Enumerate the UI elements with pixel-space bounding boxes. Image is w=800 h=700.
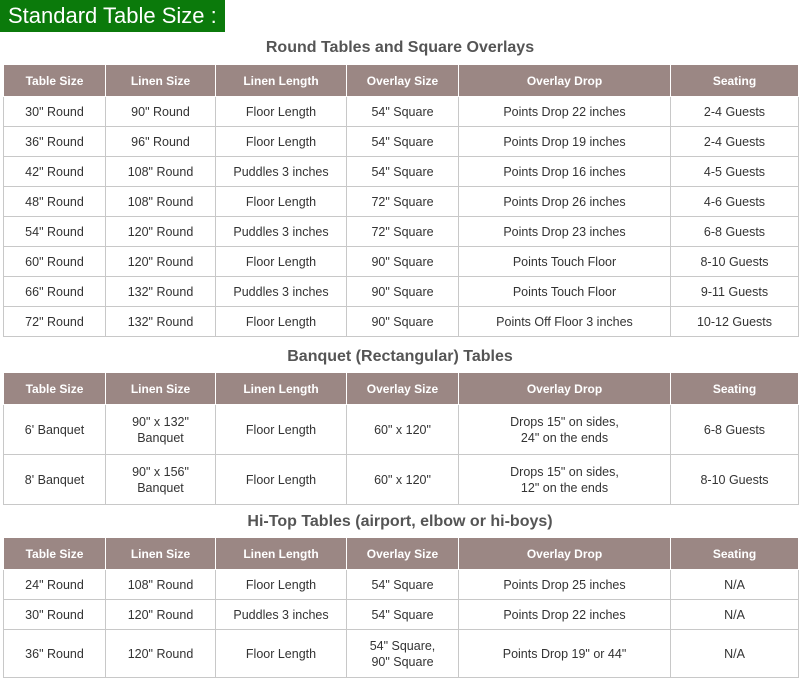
- table-header-row: [4, 65, 799, 97]
- cell-line: 36" Round: [25, 646, 84, 661]
- table-cell: 72" Square: [347, 217, 459, 247]
- table-cell: 54" Square: [347, 97, 459, 127]
- table-header-row: [4, 538, 799, 570]
- table-row: [4, 187, 799, 217]
- table-cell: [671, 630, 799, 678]
- column-header: Table Size: [4, 65, 106, 97]
- cell-line: 90" Square: [371, 654, 434, 669]
- table-cell: [459, 455, 671, 505]
- table-cell: [4, 600, 106, 630]
- table-row: [4, 600, 799, 630]
- table-cell: [347, 600, 459, 630]
- column-header: Seating: [671, 65, 799, 97]
- cell-line: 120" Round: [127, 607, 194, 622]
- table-cell: [459, 405, 671, 455]
- column-header: Overlay Size: [347, 65, 459, 97]
- table-cell: 54" Square: [347, 127, 459, 157]
- cell-line: 54" Square: [371, 577, 434, 592]
- table-cell: [459, 570, 671, 600]
- table-cell: 8-10 Guests: [671, 247, 799, 277]
- table-cell: 72" Round: [4, 307, 106, 337]
- cell-line: 54" Square,: [369, 638, 436, 653]
- cell-line: 108" Round: [127, 577, 194, 592]
- table-row: [4, 127, 799, 157]
- column-header: Linen Size: [106, 538, 216, 570]
- table-cell: Points Touch Floor: [459, 247, 671, 277]
- column-header: Overlay Size: [347, 373, 459, 405]
- cell-line: 60" x 120": [374, 472, 431, 487]
- table-row: [4, 455, 799, 505]
- cell-line: Banquet: [137, 430, 184, 445]
- table-cell: 10-12 Guests: [671, 307, 799, 337]
- table-cell: 120" Round: [106, 247, 216, 277]
- table-cell: 72" Square: [347, 187, 459, 217]
- cell-line: Points Drop 22 inches: [503, 607, 626, 622]
- cell-line: Drops 15" on sides,: [510, 464, 619, 479]
- table-cell: 90" Round: [106, 97, 216, 127]
- table-cell: 54" Square: [347, 157, 459, 187]
- cell-line: 24" Round: [25, 577, 84, 592]
- table-cell: [4, 405, 106, 455]
- table-cell: Floor Length: [216, 97, 347, 127]
- cell-line: 24" on the ends: [520, 430, 609, 445]
- table-cell: [216, 570, 347, 600]
- cell-line: Points Drop 19" or 44": [502, 646, 627, 661]
- table-cell: Points Drop 22 inches: [459, 97, 671, 127]
- table-cell: [216, 455, 347, 505]
- table-cell: 60" Round: [4, 247, 106, 277]
- table-cell: 9-11 Guests: [671, 277, 799, 307]
- table-row: [4, 277, 799, 307]
- table-cell: Points Off Floor 3 inches: [459, 307, 671, 337]
- banquet-tables-table: [3, 372, 799, 505]
- column-header: Linen Length: [216, 538, 347, 570]
- table-cell: Points Drop 16 inches: [459, 157, 671, 187]
- column-header: Seating: [671, 373, 799, 405]
- table-cell: [216, 405, 347, 455]
- table-cell: Floor Length: [216, 187, 347, 217]
- table-row: [4, 247, 799, 277]
- table-cell: [459, 600, 671, 630]
- cell-line: Points Drop 25 inches: [503, 577, 626, 592]
- cell-line: 30" Round: [25, 607, 84, 622]
- table-cell: 90" Square: [347, 307, 459, 337]
- table-cell: [216, 630, 347, 678]
- table-cell: [347, 455, 459, 505]
- table-cell: [106, 455, 216, 505]
- cell-line: 8' Banquet: [24, 472, 85, 487]
- section-title-round: Round Tables and Square Overlays: [265, 39, 535, 56]
- table-cell: Points Drop 26 inches: [459, 187, 671, 217]
- round-tables-table: [3, 64, 799, 337]
- table-row: [4, 570, 799, 600]
- table-cell: 132" Round: [106, 277, 216, 307]
- cell-line: N/A: [724, 607, 745, 622]
- cell-line: Floor Length: [245, 472, 317, 487]
- cell-line: 90" x 156": [132, 464, 189, 479]
- table-cell: [671, 570, 799, 600]
- table-row: [4, 405, 799, 455]
- column-header: Seating: [671, 538, 799, 570]
- cell-line: 6-8 Guests: [703, 422, 766, 437]
- cell-line: Floor Length: [245, 422, 317, 437]
- table-cell: 2-4 Guests: [671, 97, 799, 127]
- table-row: [4, 97, 799, 127]
- cell-line: 8-10 Guests: [700, 472, 769, 487]
- table-row: [4, 157, 799, 187]
- table-cell: Puddles 3 inches: [216, 217, 347, 247]
- table-cell: Points Drop 23 inches: [459, 217, 671, 247]
- table-cell: 42" Round: [4, 157, 106, 187]
- table-cell: 132" Round: [106, 307, 216, 337]
- table-cell: [347, 405, 459, 455]
- cell-line: 90" x 132": [132, 414, 189, 429]
- table-cell: [4, 455, 106, 505]
- table-cell: Points Touch Floor: [459, 277, 671, 307]
- table-cell: [216, 600, 347, 630]
- cell-line: 60" x 120": [374, 422, 431, 437]
- table-cell: 6-8 Guests: [671, 217, 799, 247]
- table-cell: Floor Length: [216, 247, 347, 277]
- table-cell: 4-5 Guests: [671, 157, 799, 187]
- table-cell: [671, 455, 799, 505]
- column-header: Linen Size: [106, 65, 216, 97]
- table-cell: [106, 405, 216, 455]
- table-cell: 90" Square: [347, 277, 459, 307]
- section-title-banquet: Banquet (Rectangular) Tables: [287, 348, 513, 365]
- table-row: [4, 630, 799, 678]
- table-cell: [347, 570, 459, 600]
- table-cell: [459, 630, 671, 678]
- table-cell: 36" Round: [4, 127, 106, 157]
- cell-line: 12" on the ends: [520, 480, 609, 495]
- cell-line: Drops 15" on sides,: [510, 414, 619, 429]
- column-header: Overlay Size: [347, 538, 459, 570]
- hitop-tables-table: [3, 537, 799, 678]
- column-header: Linen Size: [106, 373, 216, 405]
- cell-line: 120" Round: [127, 646, 194, 661]
- table-cell: 108" Round: [106, 187, 216, 217]
- table-cell: 108" Round: [106, 157, 216, 187]
- column-header: Overlay Drop: [459, 538, 671, 570]
- table-cell: Puddles 3 inches: [216, 157, 347, 187]
- table-cell: [106, 600, 216, 630]
- table-cell: 54" Round: [4, 217, 106, 247]
- table-cell: Points Drop 19 inches: [459, 127, 671, 157]
- table-cell: 2-4 Guests: [671, 127, 799, 157]
- column-header: Linen Length: [216, 373, 347, 405]
- cell-line: 54" Square: [371, 607, 434, 622]
- table-cell: [347, 630, 459, 678]
- table-cell: [671, 405, 799, 455]
- table-cell: Puddles 3 inches: [216, 277, 347, 307]
- table-cell: 96" Round: [106, 127, 216, 157]
- cell-line: Floor Length: [245, 646, 317, 661]
- table-cell: [106, 630, 216, 678]
- cell-line: Puddles 3 inches: [233, 607, 329, 622]
- column-header: Linen Length: [216, 65, 347, 97]
- section-title-hitop: Hi-Top Tables (airport, elbow or hi-boys): [247, 513, 553, 530]
- table-cell: Floor Length: [216, 127, 347, 157]
- column-header: Overlay Drop: [459, 373, 671, 405]
- page-title: Standard Table Size :: [0, 0, 225, 32]
- table-row: [4, 217, 799, 247]
- cell-line: Banquet: [137, 480, 184, 495]
- cell-line: Floor Length: [245, 577, 317, 592]
- table-cell: 4-6 Guests: [671, 187, 799, 217]
- table-cell: [106, 570, 216, 600]
- column-header: Table Size: [4, 373, 106, 405]
- table-cell: Floor Length: [216, 307, 347, 337]
- table-cell: 30" Round: [4, 97, 106, 127]
- table-header-row: [4, 373, 799, 405]
- column-header: Table Size: [4, 538, 106, 570]
- table-cell: 66" Round: [4, 277, 106, 307]
- table-cell: [671, 600, 799, 630]
- cell-line: 6' Banquet: [24, 422, 85, 437]
- table-cell: [4, 630, 106, 678]
- table-cell: 120" Round: [106, 217, 216, 247]
- table-cell: [4, 570, 106, 600]
- column-header: Overlay Drop: [459, 65, 671, 97]
- cell-line: N/A: [724, 577, 745, 592]
- cell-line: N/A: [724, 646, 745, 661]
- table-row: [4, 307, 799, 337]
- table-cell: 48" Round: [4, 187, 106, 217]
- table-cell: 90" Square: [347, 247, 459, 277]
